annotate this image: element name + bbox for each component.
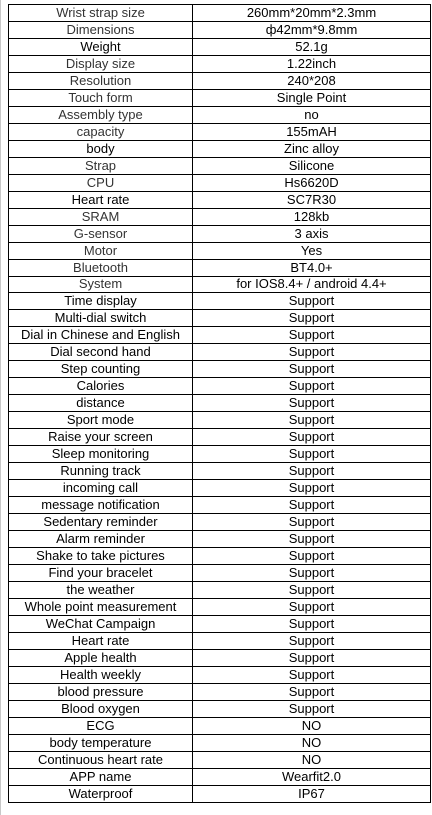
spec-row	[9, 55, 431, 72]
spec-label: Step counting	[9, 361, 193, 378]
spec-row	[9, 683, 431, 700]
spec-row	[9, 751, 431, 768]
spec-value: 1.22inch	[193, 55, 431, 72]
sheet-left-border	[0, 0, 1, 815]
spec-value: Support	[193, 615, 431, 632]
spec-row	[9, 581, 431, 598]
spec-label: Running track	[9, 463, 193, 480]
spec-value: 52.1g	[193, 38, 431, 55]
spec-value: Support	[193, 666, 431, 683]
spec-label: Weight	[9, 38, 193, 55]
spec-value: Support	[193, 548, 431, 565]
spec-row	[9, 378, 431, 395]
spec-row	[9, 564, 431, 581]
spec-value: Wearfit2.0	[193, 768, 431, 785]
spec-row	[9, 649, 431, 666]
spec-row	[9, 344, 431, 361]
spec-value: Support	[193, 497, 431, 514]
spec-label: Apple health	[9, 649, 193, 666]
spec-row	[9, 412, 431, 429]
spec-value: Hs6620D	[193, 174, 431, 191]
spec-label: Display size	[9, 55, 193, 72]
spec-row	[9, 429, 431, 446]
spec-row	[9, 632, 431, 649]
spec-label: incoming call	[9, 480, 193, 497]
spec-value: Silicone	[193, 157, 431, 174]
spec-row	[9, 480, 431, 497]
spec-table-body	[9, 5, 431, 803]
spec-label: Sedentary reminder	[9, 514, 193, 531]
spec-value: Support	[193, 310, 431, 327]
spec-row	[9, 463, 431, 480]
spec-row	[9, 598, 431, 615]
spec-label: the weather	[9, 581, 193, 598]
spec-label: Heart rate	[9, 632, 193, 649]
spec-label: Health weekly	[9, 666, 193, 683]
spec-value: Support	[193, 429, 431, 446]
spec-value: NO	[193, 717, 431, 734]
spec-value: Support	[193, 700, 431, 717]
spec-label: Blood oxygen	[9, 700, 193, 717]
spec-row	[9, 700, 431, 717]
spec-value: Support	[193, 564, 431, 581]
spec-value: Support	[193, 327, 431, 344]
spec-row	[9, 446, 431, 463]
spec-value: Support	[193, 581, 431, 598]
spec-value: NO	[193, 734, 431, 751]
spec-label: body	[9, 140, 193, 157]
spec-label: Strap	[9, 157, 193, 174]
spec-value: Support	[193, 293, 431, 310]
spec-value: Support	[193, 446, 431, 463]
spec-row	[9, 531, 431, 548]
spec-value: Support	[193, 463, 431, 480]
spec-row	[9, 242, 431, 259]
spec-label: SRAM	[9, 208, 193, 225]
spec-value: Zinc alloy	[193, 140, 431, 157]
spec-row	[9, 225, 431, 242]
spec-label: Raise your screen	[9, 429, 193, 446]
spec-label: System	[9, 276, 193, 293]
spec-row	[9, 327, 431, 344]
spec-value: Support	[193, 598, 431, 615]
spec-label: Resolution	[9, 72, 193, 89]
spec-value: Yes	[193, 242, 431, 259]
spec-label: body temperature	[9, 734, 193, 751]
spec-row	[9, 89, 431, 106]
spec-value: Support	[193, 412, 431, 429]
spec-value: Support	[193, 361, 431, 378]
spec-label: Shake to take pictures	[9, 548, 193, 565]
spec-label: Alarm reminder	[9, 531, 193, 548]
spec-label: Multi-dial switch	[9, 310, 193, 327]
spec-label: Sport mode	[9, 412, 193, 429]
spec-label: Motor	[9, 242, 193, 259]
spec-label: Touch form	[9, 89, 193, 106]
spec-value: Support	[193, 649, 431, 666]
spec-row	[9, 768, 431, 785]
spec-row	[9, 123, 431, 140]
spec-value: BT4.0+	[193, 259, 431, 276]
spec-row	[9, 140, 431, 157]
spec-row	[9, 5, 431, 22]
spec-label: APP name	[9, 768, 193, 785]
spec-label: Sleep monitoring	[9, 446, 193, 463]
spec-label: Dial in Chinese and English	[9, 327, 193, 344]
spec-row	[9, 21, 431, 38]
spec-label: capacity	[9, 123, 193, 140]
spec-value: IP67	[193, 785, 431, 802]
spec-row	[9, 514, 431, 531]
spec-row	[9, 157, 431, 174]
spec-row	[9, 785, 431, 802]
spec-value: Support	[193, 531, 431, 548]
spec-value: Support	[193, 514, 431, 531]
spec-row	[9, 106, 431, 123]
spec-row	[9, 174, 431, 191]
spec-label: Whole point measurement	[9, 598, 193, 615]
spec-label: Waterproof	[9, 785, 193, 802]
spec-row	[9, 615, 431, 632]
spec-value: Support	[193, 378, 431, 395]
spec-label: WeChat Campaign	[9, 615, 193, 632]
spec-label: Dial second hand	[9, 344, 193, 361]
spec-value: 240*208	[193, 72, 431, 89]
spec-row	[9, 548, 431, 565]
spec-row	[9, 191, 431, 208]
spec-value: Support	[193, 344, 431, 361]
spec-value: ф42mm*9.8mm	[193, 21, 431, 38]
spec-label: Bluetooth	[9, 259, 193, 276]
spec-value: Support	[193, 632, 431, 649]
spec-row	[9, 38, 431, 55]
spec-label: Wrist strap size	[9, 5, 193, 22]
spec-value: Single Point	[193, 89, 431, 106]
spec-label: Assembly type	[9, 106, 193, 123]
spec-value: for IOS8.4+ / android 4.4+	[193, 276, 431, 293]
spec-row	[9, 293, 431, 310]
spec-row	[9, 361, 431, 378]
spec-label: distance	[9, 395, 193, 412]
spec-label: blood pressure	[9, 683, 193, 700]
spec-row	[9, 208, 431, 225]
spec-label: G-sensor	[9, 225, 193, 242]
spec-row	[9, 666, 431, 683]
spec-label: Heart rate	[9, 191, 193, 208]
spec-value: 155mAH	[193, 123, 431, 140]
spec-value: 3 axis	[193, 225, 431, 242]
spec-label: CPU	[9, 174, 193, 191]
spec-label: Calories	[9, 378, 193, 395]
spec-label: ECG	[9, 717, 193, 734]
spec-value: 260mm*20mm*2.3mm	[193, 5, 431, 22]
spec-row	[9, 310, 431, 327]
spec-row	[9, 395, 431, 412]
spec-row	[9, 717, 431, 734]
spec-label: Find your bracelet	[9, 564, 193, 581]
spec-label: message notification	[9, 497, 193, 514]
spec-row	[9, 276, 431, 293]
spec-table	[8, 4, 431, 803]
spec-value: SC7R30	[193, 191, 431, 208]
spec-value: NO	[193, 751, 431, 768]
spec-label: Dimensions	[9, 21, 193, 38]
spec-value: Support	[193, 683, 431, 700]
spec-row	[9, 734, 431, 751]
spec-value: 128kb	[193, 208, 431, 225]
spec-row	[9, 259, 431, 276]
spec-label: Time display	[9, 293, 193, 310]
spec-value: Support	[193, 480, 431, 497]
spec-value: no	[193, 106, 431, 123]
spec-row	[9, 497, 431, 514]
spec-label: Continuous heart rate	[9, 751, 193, 768]
spec-row	[9, 72, 431, 89]
spec-value: Support	[193, 395, 431, 412]
